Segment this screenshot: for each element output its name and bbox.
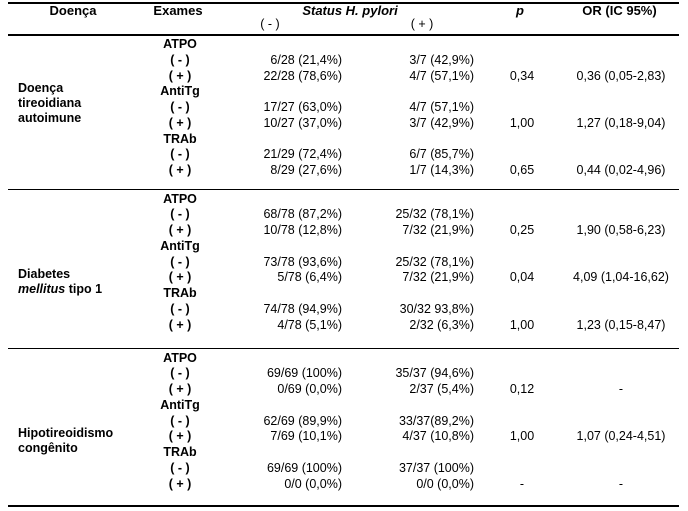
col-header-status [230, 3, 470, 18]
odds-ratio: - [618, 382, 624, 396]
hp-positive-value: 35/37 (94,6%) [395, 366, 474, 381]
result-label: ( + ) [168, 429, 192, 444]
p-value: 0,04 [509, 270, 535, 285]
hp-negative-value: 62/69 (89,9%) [263, 413, 342, 428]
disease-label [18, 282, 102, 297]
exam-name: TRAb [163, 286, 197, 300]
result-label: ( + ) [168, 223, 192, 237]
p-value: 1,00 [509, 317, 535, 332]
odds-ratio: 0,36 (0,05-2,83) [576, 68, 666, 83]
result-label: ( + ) [168, 317, 192, 332]
hp-positive-value: 4/7 (57,1%) [409, 68, 474, 83]
status-label: Status [302, 3, 343, 18]
hp-positive-value: 7/32 (21,9%) [402, 270, 474, 285]
disease-label: Doença [18, 81, 64, 95]
hp-negative-value: 17/27 (63,0%) [263, 100, 342, 114]
result-label: ( + ) [168, 163, 192, 177]
bottom-rule [8, 505, 679, 507]
hp-positive-value: 30/32 93,8%) [399, 301, 474, 316]
hp-positive-value: 0/0 (0,0%) [416, 476, 474, 491]
hp-negative-value: 68/78 (87,2%) [263, 207, 342, 222]
exam-name: ATPO [163, 191, 197, 206]
col-header-neg: ( - ) [260, 17, 280, 31]
hp-negative-value: 8/29 (27,6%) [270, 163, 342, 177]
col-header-or: OR (IC 95%) [582, 3, 657, 18]
result-label: ( - ) [170, 460, 190, 475]
hp-positive-value: 2/32 (6,3%) [409, 317, 474, 332]
exam-name: ATPO [163, 37, 197, 51]
hp-positive-value: 25/32 (78,1%) [395, 207, 474, 222]
result-label: ( - ) [170, 147, 190, 162]
result-label: ( - ) [170, 366, 190, 381]
hp-negative-value: 73/78 (93,6%) [263, 254, 342, 269]
p-value: 0,34 [509, 68, 535, 83]
odds-ratio: 4,09 (1,04-16,62) [573, 270, 669, 285]
hp-negative-value: 0/0 (0,0%) [284, 476, 342, 491]
result-label: ( - ) [170, 254, 190, 269]
exam-name: AntiTg [160, 84, 200, 99]
hp-negative-value: 7/69 (10,1%) [270, 429, 342, 444]
exam-name: AntiTg [160, 238, 200, 253]
hp-positive-value: 2/37 (5,4%) [409, 382, 474, 396]
hp-negative-value: 74/78 (94,9%) [263, 301, 342, 316]
odds-ratio: 1,27 (0,18-9,04) [576, 115, 666, 130]
hp-negative-value: 6/28 (21,4%) [270, 52, 342, 67]
hp-positive-value: 25/32 (78,1%) [395, 254, 474, 269]
result-label: ( - ) [170, 52, 190, 67]
section-divider [8, 189, 679, 190]
result-label: ( - ) [170, 301, 190, 316]
odds-ratio: - [618, 476, 624, 491]
hp-positive-value: 1/7 (14,3%) [409, 163, 474, 177]
hp-positive-value: 4/7 (57,1%) [409, 100, 474, 114]
odds-ratio: 1,23 (0,15-8,47) [576, 317, 666, 332]
p-value: - [519, 476, 525, 491]
result-label: ( - ) [170, 413, 190, 428]
col-header-p: p [516, 3, 524, 18]
hp-negative-value: 21/29 (72,4%) [263, 147, 342, 162]
disease-label-rest: tipo 1 [65, 281, 103, 296]
exam-name: TRAb [163, 445, 197, 459]
p-value: 0,12 [509, 382, 535, 396]
hp-positive-value: 6/7 (85,7%) [409, 147, 474, 162]
hp-positive-value: 4/37 (10,8%) [402, 429, 474, 444]
result-label: ( + ) [168, 476, 192, 491]
p-value: 1,00 [509, 429, 535, 444]
p-value: 0,65 [509, 163, 535, 177]
exam-name: AntiTg [160, 397, 200, 412]
disease-label: Hipotireoidismo [18, 425, 114, 440]
col-header-disease: Doença [49, 3, 97, 18]
odds-ratio: 1,07 (0,24-4,51) [576, 429, 666, 444]
disease-label-italic: mellitus [18, 281, 66, 296]
result-label: ( - ) [170, 207, 190, 222]
odds-ratio: 0,44 (0,02-4,96) [576, 163, 666, 177]
hp-positive-value: 3/7 (42,9%) [409, 115, 474, 130]
col-header-exams: Exames [153, 3, 203, 18]
hp-negative-value: 0/69 (0,0%) [277, 382, 342, 396]
hp-negative-value: 10/27 (37,0%) [263, 115, 342, 130]
col-header-pos: ( + ) [410, 17, 434, 31]
status-species: H. pylori [345, 3, 398, 18]
result-label: ( + ) [168, 68, 192, 83]
hp-positive-value: 7/32 (21,9%) [402, 223, 474, 237]
result-label: ( + ) [168, 115, 192, 130]
disease-label: Diabetes [18, 266, 71, 281]
hp-negative-value: 5/78 (6,4%) [277, 270, 342, 285]
hp-positive-value: 33/37(89,2%) [398, 413, 474, 428]
result-label: ( + ) [168, 270, 192, 285]
p-value: 0,25 [509, 223, 535, 237]
hp-negative-value: 10/78 (12,8%) [263, 223, 342, 237]
hp-positive-value: 37/37 (100%) [398, 460, 474, 475]
disease-label: tireoidiana [18, 96, 82, 110]
result-label: ( - ) [170, 100, 190, 114]
odds-ratio: 1,90 (0,58-6,23) [576, 223, 666, 237]
disease-label: congênito [18, 440, 78, 455]
disease-label: autoimune [18, 111, 82, 125]
exam-name: ATPO [163, 350, 197, 365]
section-divider [8, 348, 679, 349]
hp-negative-value: 4/78 (5,1%) [277, 317, 342, 332]
hp-negative-value: 22/28 (78,6%) [263, 68, 342, 83]
result-label: ( + ) [168, 382, 192, 396]
exam-name: TRAb [163, 131, 197, 146]
hp-positive-value: 3/7 (42,9%) [409, 52, 474, 67]
p-value: 1,00 [509, 115, 535, 130]
hp-negative-value: 69/69 (100%) [266, 460, 342, 475]
header-rule [8, 34, 679, 36]
hp-negative-value: 69/69 (100%) [266, 366, 342, 381]
